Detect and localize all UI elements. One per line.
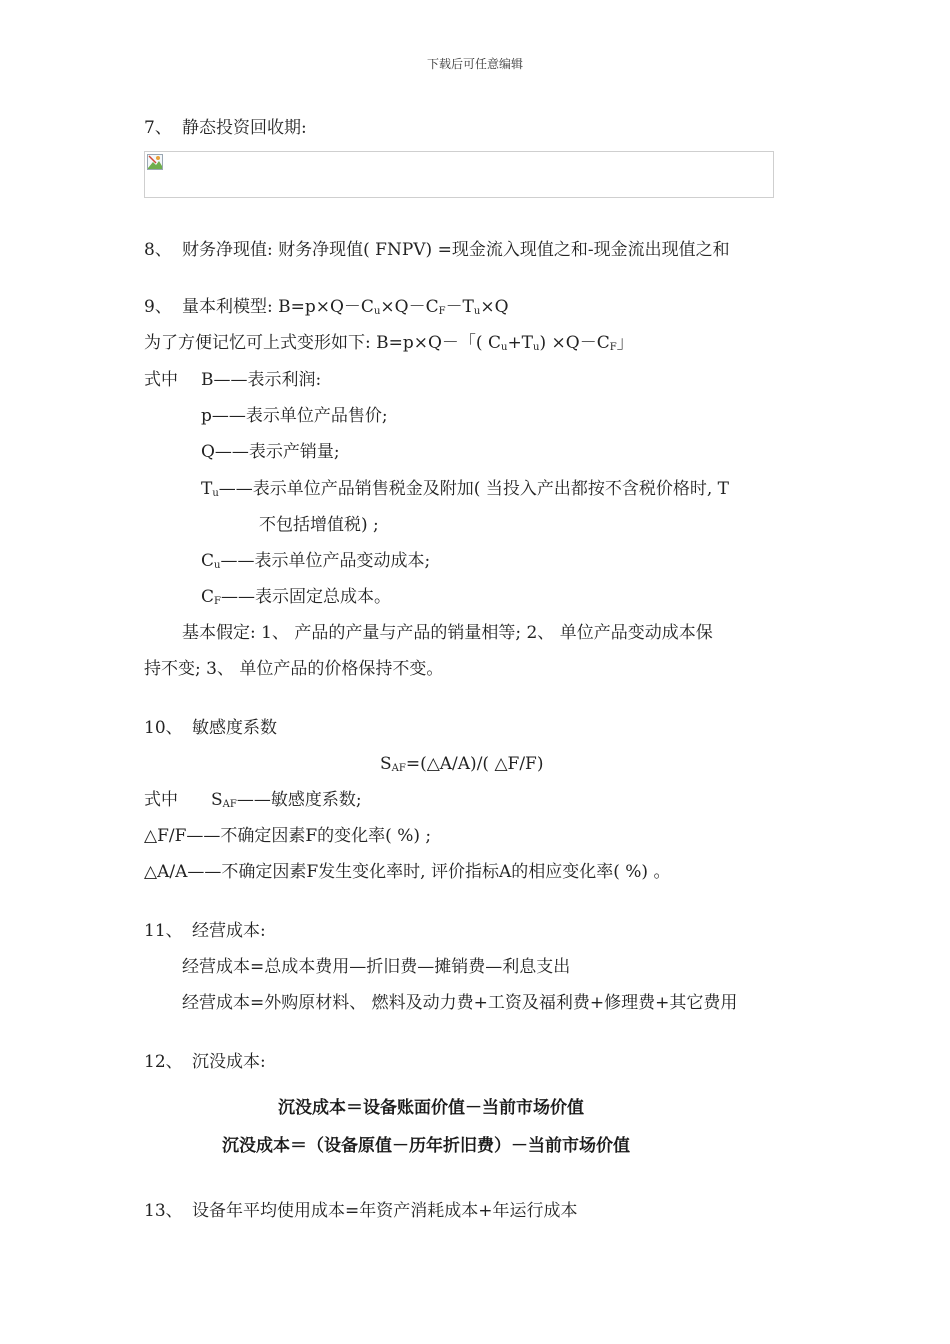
def-saf — [211, 789, 362, 811]
section-9-number: 9、 — [144, 297, 172, 317]
assumptions-line-1: 基本假定: 1、 产品的产量与产品的销量相等; 2、 单位产品变动成本保 — [182, 623, 713, 643]
section-13-text: 设备年平均使用成本=年资产消耗成本+年运行成本 — [192, 1201, 578, 1221]
sensitivity-formula — [380, 753, 543, 775]
def-cf — [201, 586, 391, 608]
sunk-cost-formula-2: 沉没成本＝（设备原值－历年折旧费）－当前市场价值 — [222, 1136, 630, 1156]
section-8-text: 财务净现值: 财务净现值( FNPV) =现金流入现值之和-现金流出现值之和 — [182, 240, 730, 260]
subscript: u — [473, 306, 481, 317]
operating-cost-line-1: 经营成本=总成本费用—折旧费—摊销费—利息支出 — [182, 957, 571, 977]
page-header: 下载后可任意编辑 — [426, 57, 523, 71]
section-12-title: 沉没成本: — [192, 1052, 266, 1072]
formula-text: ×Q — [480, 297, 509, 317]
subscript: u — [500, 342, 508, 353]
subscript: u — [214, 560, 221, 571]
subscript: AF — [222, 799, 237, 810]
section-13-number: 13、 — [144, 1201, 183, 1221]
section-10-title: 敏感度系数 — [192, 718, 277, 738]
section-12-number: 12、 — [144, 1052, 183, 1072]
cvp-memo-formula — [144, 332, 634, 354]
def-delta-f: △F/F——不确定因素F的变化率( %) ; — [144, 826, 432, 846]
subscript: u — [212, 488, 219, 499]
formula-text: =(△A/A)/( △F/F) — [405, 754, 544, 774]
formula-text: 为了方便记忆可上式变形如下: B=p×Q－「( C — [144, 333, 501, 353]
def-text: ——表示固定总成本。 — [220, 587, 391, 607]
formula-text: +T — [507, 333, 534, 353]
section-8-number: 8、 — [144, 240, 172, 260]
def-tu — [201, 478, 729, 500]
subscript: F — [214, 596, 221, 607]
section-10-number: 10、 — [144, 718, 183, 738]
subscript: F — [438, 306, 446, 317]
def-text: ——表示单位产品变动成本; — [220, 551, 431, 571]
formula-text: 量本利模型: B=p×Q－C — [182, 297, 374, 317]
formula-text: ) ×Q－C — [539, 333, 610, 353]
def-tu-cont: 不包括增值税) ; — [259, 515, 379, 535]
broken-image-placeholder — [144, 151, 774, 198]
section-7-title: 静态投资回收期: — [182, 118, 307, 138]
symbol: T — [201, 479, 213, 499]
broken-image-icon — [147, 154, 163, 170]
formula-text: ×Q－C — [380, 297, 439, 317]
cvp-model-formula — [182, 296, 509, 318]
section-11-title: 经营成本: — [192, 921, 266, 941]
symbol: S — [211, 790, 223, 810]
subscript: u — [533, 342, 540, 353]
def-p: p——表示单位产品售价; — [201, 406, 388, 426]
section-7-number: 7、 — [144, 118, 172, 138]
def-text: ——敏感度系数; — [236, 790, 362, 810]
def-delta-a: △A/A——不确定因素F发生变化率时, 评价指标A的相应变化率( %) 。 — [144, 862, 671, 882]
def-q: Q——表示产销量; — [201, 442, 340, 462]
def-b: B——表示利润: — [201, 370, 322, 390]
sunk-cost-formula-1: 沉没成本＝设备账面价值－当前市场价值 — [278, 1098, 584, 1118]
subscript: AF — [391, 763, 406, 774]
def-cu — [201, 550, 430, 572]
symbol: C — [201, 587, 215, 607]
assumptions-line-2: 持不变; 3、 单位产品的价格保持不变。 — [144, 659, 444, 679]
where-label: 式中 — [144, 370, 178, 390]
where-label-10: 式中 — [144, 790, 178, 810]
section-11-number: 11、 — [144, 921, 183, 941]
symbol: S — [380, 754, 392, 774]
operating-cost-line-2: 经营成本=外购原材料、 燃料及动力费+工资及福利费+修理费+其它费用 — [182, 993, 738, 1013]
formula-text: 」 — [616, 333, 634, 353]
formula-text: －T — [445, 297, 474, 317]
subscript: u — [373, 306, 381, 317]
def-text: ——表示单位产品销售税金及附加( 当投入产出都按不含税价格时, T — [218, 479, 729, 499]
symbol: C — [201, 551, 215, 571]
subscript: F — [609, 342, 617, 353]
